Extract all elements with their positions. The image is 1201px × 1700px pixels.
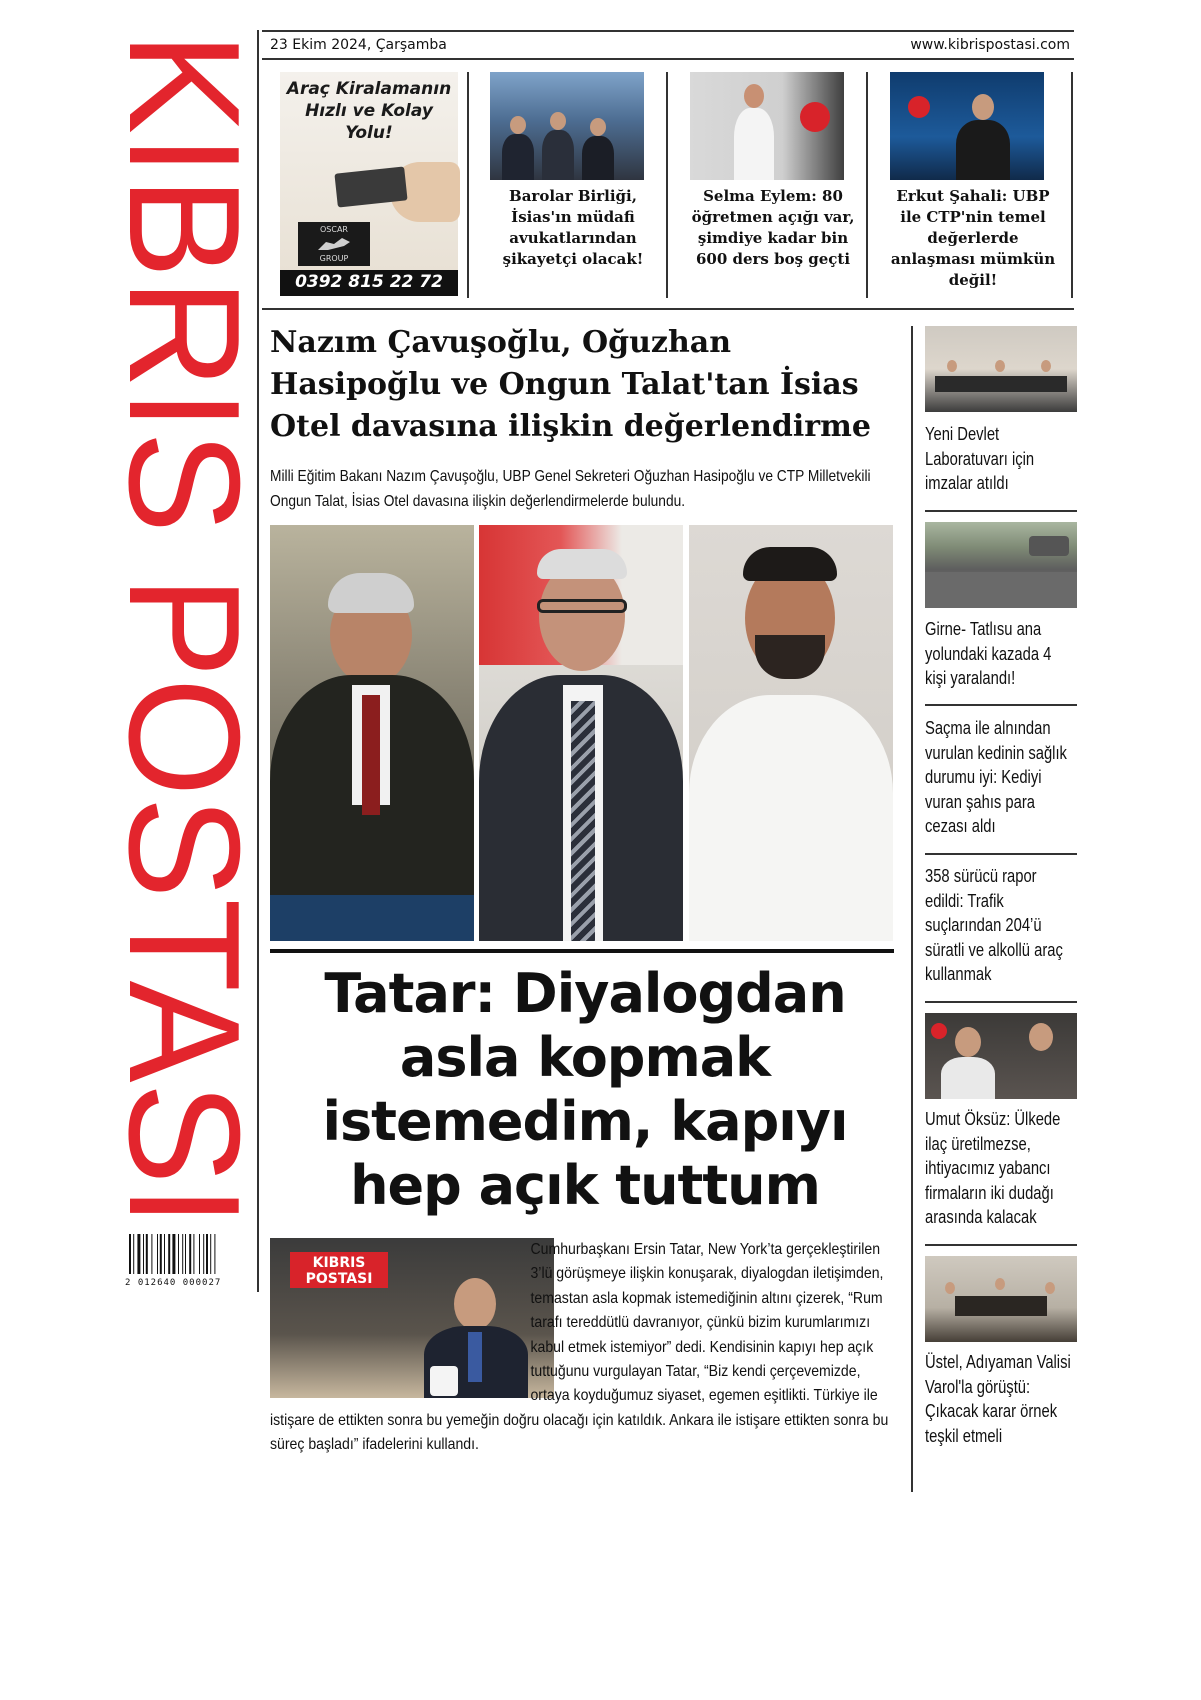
barcode-bar xyxy=(206,1234,208,1274)
barcode-bar xyxy=(164,1234,165,1274)
teaser-title: Barolar Birliği, İsias'ın müdafi avukatlarından şikayetçi olacak! xyxy=(502,187,644,268)
car-rental-ad[interactable] xyxy=(280,72,458,296)
sidebar-rule xyxy=(925,704,1077,706)
sidebar-item-title[interactable]: Saçma ile alnından vurulan kedinin sağlık durumu iyi: Kediyi vuran şahıs para cezası aldı xyxy=(925,718,1067,836)
lead-headline[interactable]: Nazım Çavuşoğlu, Oğuzhan Hasipoğlu ve Ongun Talat'tan İsias Otel davasına ilişkin değerlendirme xyxy=(270,325,871,444)
sidebar-item-title[interactable]: Umut Öksüz: Ülkede ilaç üretilmezse, ihtiyacımız yabancı firmaların iki dudağı arasında kalacak xyxy=(925,1109,1061,1227)
ad-key-card-image xyxy=(334,166,407,207)
lead-photo-cavusoglu xyxy=(270,525,474,941)
sidebar-photo xyxy=(925,326,1077,412)
masthead-title: KIBRIS POSTASI xyxy=(96,32,272,1268)
barcode-bar xyxy=(182,1234,183,1274)
teaser-photo xyxy=(690,72,844,180)
barcode-bar xyxy=(143,1234,144,1274)
sidebar-item-title[interactable]: Üstel, Adıyaman Valisi Varol'la görüştü: Çıkacak karar örnek teşkil etmeli xyxy=(925,1352,1071,1446)
barcode-bar xyxy=(160,1234,162,1274)
ad-phone: 0392 815 22 72 xyxy=(295,272,443,292)
teaser-title: Erkut Şahali: UBP ile CTP'nin temel değerlerde anlaşması mümkün değil! xyxy=(890,187,1056,289)
teaser-bottom-rule xyxy=(262,308,1074,310)
site-url[interactable]: www.kibrispostasi.com xyxy=(910,37,1070,53)
teaser-title: Selma Eylem: 80 öğretmen açığı var, şimdiye kadar bin 600 ders boş geçti xyxy=(691,187,855,268)
date-rule xyxy=(262,58,1074,60)
barcode-bar xyxy=(168,1234,170,1274)
barcode-bar xyxy=(189,1234,191,1274)
barcode-bar xyxy=(129,1234,131,1274)
ad-divider xyxy=(467,72,469,298)
teaser-divider xyxy=(866,72,868,298)
barcode xyxy=(125,1234,245,1290)
masthead xyxy=(96,32,272,1268)
barcode-bar xyxy=(210,1234,211,1274)
barcode-bar xyxy=(199,1234,200,1274)
horse-icon xyxy=(316,236,352,252)
sidebar-photo xyxy=(925,522,1077,608)
sidebar-rule xyxy=(925,1244,1077,1246)
barcode-bar xyxy=(133,1234,134,1274)
barcode-bar xyxy=(151,1234,152,1274)
barcode-bar xyxy=(137,1234,140,1274)
main-story-rule xyxy=(270,949,894,953)
sidebar-rule xyxy=(925,510,1077,512)
barcode-bar xyxy=(214,1234,215,1274)
main-headline[interactable]: Tatar: Diyalogdan asla kopmak istemedim, kapıyı hep açık tuttum xyxy=(322,962,848,1217)
main-body-text: Cumhurbaşkanı Ersin Tatar, New York’ta gerçekleştirilen 3’lü görüşmeye ilişkin konuşarak, diyalogdan iletişimden, temastan asla kopmak istemediğinin altını çizerek, “Rum tarafı tereddütlü davranıyor, çünkü bizim kurumlarımızı kabul etmek istemiyor” dedi. Kendisinin kapıyı hep açık tuttuğunu vurgulayan Tatar, “Biz kendi çerçevemizde, ortaya koyduğumuz siyaset, egemen eşitlikti. Türkiye ile istişare de ettikten sonra bu yemeğin doğru olacağı için katıldık. Ankara ile istişare ettikten sonra bu süreç başladı” ifadelerini kullandı. xyxy=(270,1241,889,1454)
sidebar-photo xyxy=(925,1013,1077,1099)
tv-logo-line1: KIBRIS xyxy=(312,1255,366,1271)
teaser-selma-eylem[interactable] xyxy=(684,70,874,298)
teaser-photo xyxy=(890,72,1044,180)
barcode-bar xyxy=(146,1234,148,1274)
top-rule xyxy=(262,30,1074,32)
ad-headline: Araç Kiralamanın Hızlı ve Kolay Yolu! xyxy=(286,79,452,143)
ad-logo xyxy=(298,222,370,266)
issue-date: 23 Ekim 2024, Çarşamba xyxy=(270,37,447,53)
lead-photo-talat xyxy=(689,525,893,941)
teaser-divider xyxy=(666,72,668,298)
sidebar-item-title[interactable]: Yeni Devlet Laboratuvarı için imzalar atıldı xyxy=(925,424,1035,493)
main-body xyxy=(270,1238,900,1458)
barcode-bar xyxy=(185,1234,186,1274)
barcode-bar xyxy=(172,1234,175,1274)
ad-logo-top: OSCAR xyxy=(320,225,348,234)
teaser-erkut-sahali[interactable] xyxy=(884,70,1074,298)
barcode-bar xyxy=(157,1234,158,1274)
sidebar-divider xyxy=(911,326,913,1492)
sidebar-photo xyxy=(925,1256,1077,1342)
ad-logo-bottom: GROUP xyxy=(319,254,349,263)
barcode-bar xyxy=(178,1234,179,1274)
teaser-barolar[interactable] xyxy=(484,70,674,298)
sidebar-rule xyxy=(925,853,1077,855)
barcode-bar xyxy=(203,1234,204,1274)
masthead-divider xyxy=(257,30,259,1292)
masthead-logo xyxy=(96,32,272,1268)
teaser-divider xyxy=(1071,72,1073,298)
lead-summary: Milli Eğitim Bakanı Nazım Çavuşoğlu, UBP Genel Sekreteri Oğuzhan Hasipoğlu ve CTP Milletvekili Ongun Talat, İsias Otel davasına ilişkin değerlendirmelerde bulundu. xyxy=(270,468,871,510)
sidebar-item-title[interactable]: Girne- Tatlısu ana yolundaki kazada 4 kişi yaralandı! xyxy=(925,619,1052,688)
barcode-bar xyxy=(193,1234,194,1274)
teaser-photo xyxy=(490,72,644,180)
sidebar-rule xyxy=(925,1001,1077,1003)
tv-logo-line2: POSTASI xyxy=(305,1271,373,1287)
lead-photo-hasipoglu xyxy=(479,525,683,941)
sidebar-item-title[interactable]: 358 sürücü rapor edildi: Trafik suçlarından 204’ü süratli ve alkollü araç kullanmak xyxy=(925,866,1063,984)
barcode-number: 2 012640 000027 xyxy=(125,1278,222,1288)
